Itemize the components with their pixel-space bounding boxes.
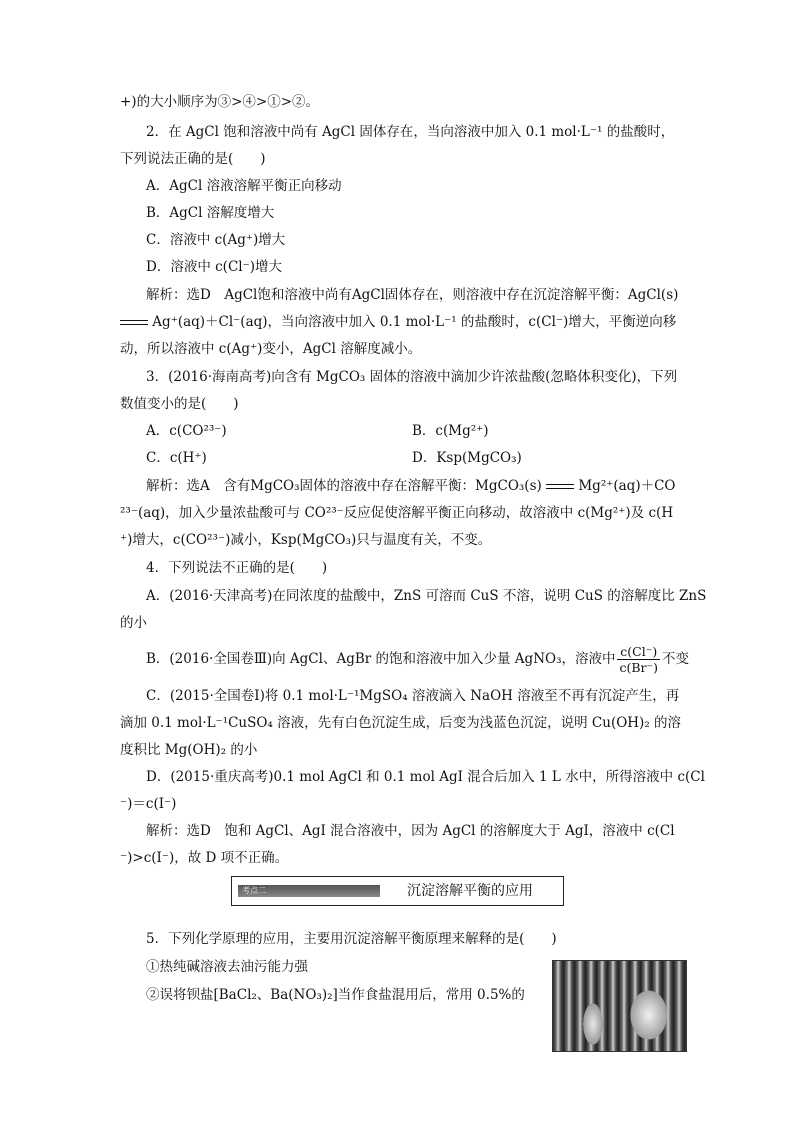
solution-4-line2: ⁻)>c(I⁻)，故 D 项不正确。 [120,850,289,866]
solution-4-line1: 解析：选D 饱和 AgCl、AgI 混合溶液中，因为 AgCl 的溶解度大于 AgI，溶液中 c(Cl [146,823,675,839]
section-tag: 考点二 [238,885,380,897]
option-b-tail: 不变 [662,651,689,667]
question-2: 2．在 AgCl 饱和溶液中尚有 AgCl 固体存在，当向溶液中加入 0.1 mol·L⁻¹ 的盐酸时， [146,124,675,140]
option-a: A．AgCl 溶液溶解平衡正向移动 [146,178,342,194]
option-b: B．AgCl 溶解度增大 [146,205,275,221]
solution-2-line1: 解析：选D AgCl饱和溶液中尚有AgCl固体存在，则溶液中存在沉淀溶解平衡：AgCl(s) [146,287,679,303]
item-1: ①热纯碱溶液去油污能力强 [146,959,308,975]
option-c: C．c(H⁺) [146,450,207,466]
option-b [146,644,689,675]
solution-3-line1-text: 解析：选A 含有MgCO₃固体的溶液中存在溶解平衡：MgCO₃(s) [146,478,542,494]
concentration-ratio [617,644,660,675]
option-c: C．溶液中 c(Ag⁺)增大 [146,232,286,248]
solution-2-line3: 动，所以溶液中 c(Ag⁺)变小，AgCl 溶解度减小。 [120,341,422,357]
question-5: 5．下列化学原理的应用，主要用沉淀溶解平衡原理来解释的是( ) [146,931,557,947]
option-c-cont: 滴加 0.1 mol·L⁻¹CuSO₄ 溶液，先有白色沉淀生成，后变为浅蓝色沉淀，说明 Cu(OH)₂ 的溶 [120,715,682,731]
solution-2-line2 [120,312,676,332]
equilibrium-arrow-icon [120,318,148,328]
option-c-cont2: 度积比 Mg(OH)₂ 的小 [120,742,258,758]
option-a: A．(2016·天津高考)在同浓度的盐酸中，ZnS 可溶而 CuS 不溶，说明 CuS 的溶解度比 ZnS [146,588,707,604]
option-a-cont: 的小 [120,615,147,631]
option-d-cont: ⁻)＝c(I⁻) [120,796,177,812]
solution-3-line2: ²³⁻(aq)，加入少量浓盐酸可与 CO²³⁻反应促使溶解平衡正向移动，故溶液中 c(Mg²⁺)及 c(H [120,505,674,521]
question-4: 4．下列说法不正确的是( ) [146,560,328,576]
text-line: +)的大小顺序为③>④>①>②。 [120,94,320,110]
question-2-cont: 下列说法正确的是( ) [120,151,266,167]
option-b-text: B．(2016·全国卷Ⅲ)向 AgCl、AgBr 的饱和溶液中加入少量 AgNO₃，溶液中 [146,651,616,667]
ratio-denominator: c(Br⁻) [619,660,658,675]
option-d: D．(2015·重庆高考)0.1 mol AgCl 和 0.1 mol AgI 混合后加入 1 L 水中，所得溶液中 c(Cl [146,769,705,785]
solution-3-line3: ⁺)增大，c(CO²³⁻)减小，Ksp(MgCO₃)只与温度有关，不变。 [120,532,492,548]
ratio-numerator: c(Cl⁻) [617,644,660,660]
option-d: D．Ksp(MgCO₃) [412,450,522,466]
question-3: 3．(2016·海南高考)向含有 MgCO₃ 固体的溶液中滴加少许浓盐酸(忽略体积变化)，下列 [146,369,678,385]
solution-3-line1 [146,476,675,496]
equilibrium-arrow-icon [546,482,574,492]
option-d: D．溶液中 c(Cl⁻)增大 [146,259,282,275]
item-2: ②误将钡盐[BaCl₂、Ba(NO₃)₂]当作食盐混用后，常用 0.5%的 [146,987,525,1003]
solution-3-line1-tail: Mg²⁺(aq)＋CO [578,478,676,494]
question-3-cont: 数值变小的是( ) [120,396,239,412]
section-title: 沉淀溶解平衡的应用 [407,883,533,899]
cave-stalactite-photo [552,960,687,1052]
solution-2-line2-text: Ag⁺(aq)＋Cl⁻(aq)，当向溶液中加入 0.1 mol·L⁻¹ 的盐酸时，c(Cl⁻)增大，平衡逆向移 [152,314,677,330]
option-c: C．(2015·全国卷Ⅰ)将 0.1 mol·L⁻¹MgSO₄ 溶液滴入 NaOH 溶液至不再有沉淀产生，再 [146,688,680,704]
section-header [231,876,564,906]
option-a: A．c(CO²³⁻) [146,423,227,439]
option-b: B．c(Mg²⁺) [412,423,489,439]
